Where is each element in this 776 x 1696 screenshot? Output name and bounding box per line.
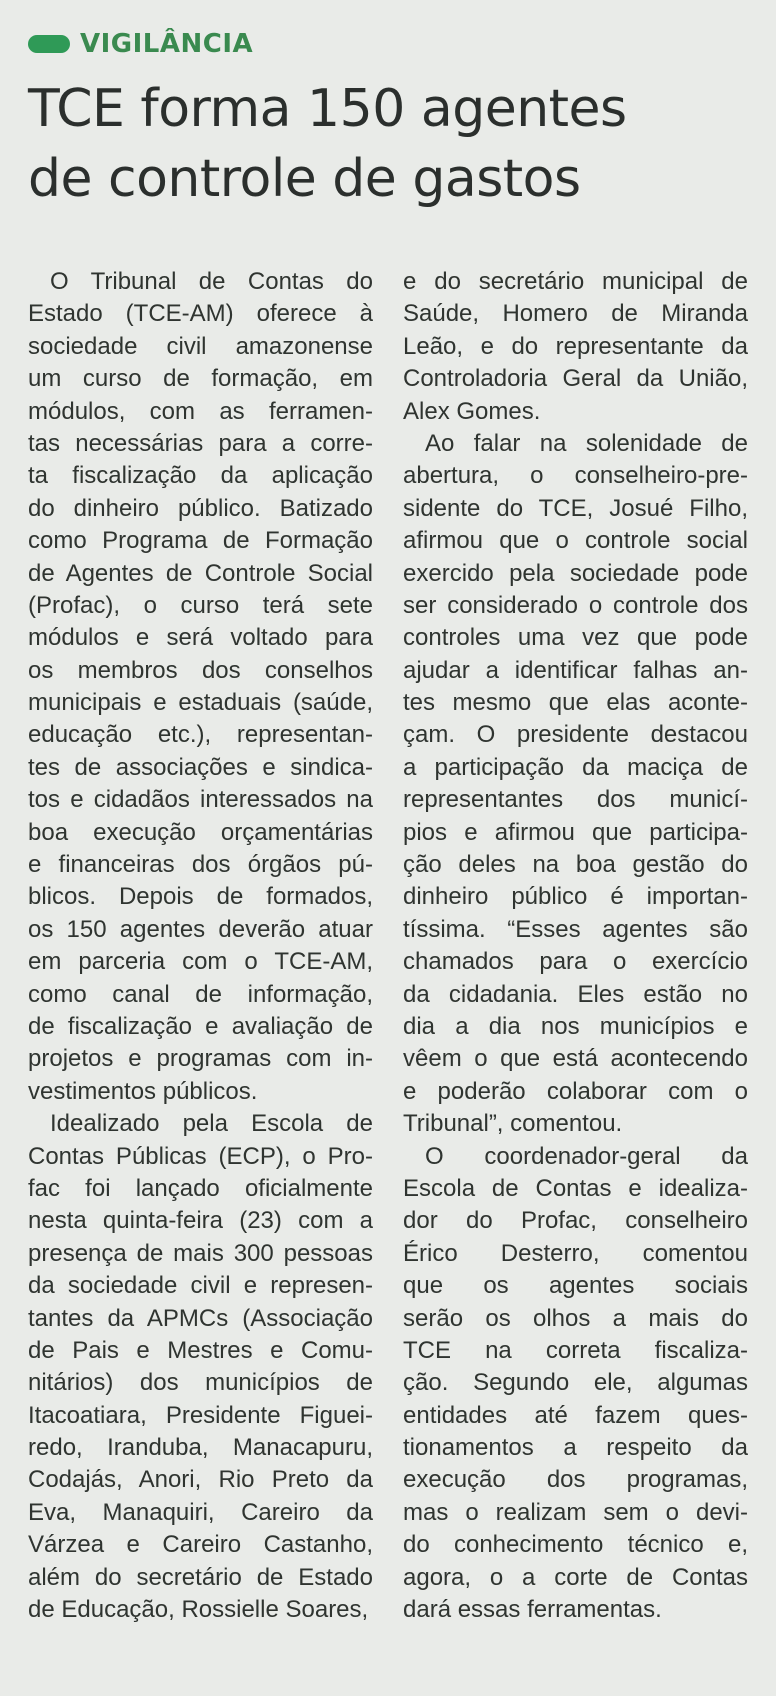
article-text-line: dia a dia nos municípios e: [403, 1012, 748, 1040]
article-text-line: boa execução orçamentárias: [28, 818, 373, 846]
article-text-line: de fiscalização e avaliação de: [28, 1012, 373, 1040]
article-text-line: Várzea e Careiro Castanho,: [28, 1531, 373, 1559]
article-text-line: O coordenador-geral da: [425, 1142, 748, 1170]
article-text-line: do dinheiro público. Batizado: [28, 494, 373, 522]
article-text-line: sociedade civil amazonense: [28, 332, 373, 360]
article-text-line: Eva, Manaquiri, Careiro da: [28, 1498, 373, 1526]
article-text-line: ção. Segundo ele, algumas: [403, 1369, 748, 1397]
section-marker-pill: [28, 35, 70, 53]
article-text-line: ajudar a identificar falhas an-: [403, 656, 748, 684]
article-text-line: tes de associações e sindica-: [28, 753, 373, 781]
article-text-line: módulos, com as ferramen-: [28, 397, 373, 425]
article-text-line: representantes dos municí-: [403, 786, 748, 814]
article-text-line: municipais e estaduais (saúde,: [28, 689, 373, 717]
article-text-line: tes mesmo que elas aconte-: [403, 689, 748, 717]
article-text-line: Estado (TCE-AM) oferece à: [28, 300, 373, 328]
article-text-line: como Programa de Formação: [28, 527, 373, 555]
article-text-line: Contas Públicas (ECP), o Pro-: [28, 1142, 373, 1170]
article-text-line: redo, Iranduba, Manacapuru,: [28, 1434, 373, 1462]
article-text-line: vêem o que está acontecendo: [403, 1045, 748, 1073]
article-text-line: como canal de informação,: [28, 980, 373, 1008]
article-text-line: tionamentos a respeito da: [403, 1434, 748, 1462]
article-text-line: dará essas ferramentas.: [403, 1596, 662, 1624]
article-text-line: sidente do TCE, Josué Filho,: [403, 494, 748, 522]
article-text-line: serão os olhos a mais do: [403, 1304, 748, 1332]
article-text-line: tantes da APMCs (Associação: [28, 1304, 373, 1332]
article-text-line: agora, o a corte de Contas: [403, 1563, 748, 1591]
article-text-line: (Profac), o curso terá sete: [28, 591, 373, 619]
article-text-line: Idealizado pela Escola de: [50, 1110, 373, 1138]
article-text-line: e poderão colaborar com o: [403, 1077, 748, 1105]
article-text-line: dinheiro público é importan-: [403, 883, 748, 911]
article-text-line: e do secretário municipal de: [403, 268, 748, 295]
headline-line-1: TCE forma 150 agentes: [28, 79, 627, 139]
article-text-line: chamados para o exercício: [403, 948, 748, 976]
article-text-line: O Tribunal de Contas do: [50, 268, 373, 295]
article-text-line: ção deles na boa gestão do: [403, 851, 748, 879]
article-text-line: mas o realizam sem o devi-: [403, 1498, 748, 1526]
section-kicker: [28, 24, 754, 64]
article-text-line: módulos e será voltado para: [28, 624, 373, 652]
article-text-line: entidades até fazem ques-: [403, 1401, 748, 1429]
article-text-line: tos e cidadãos interessados na: [28, 786, 373, 814]
article-text-line: tas necessárias para a corre-: [28, 429, 373, 457]
article-text-line: controles uma vez que pode: [403, 624, 748, 652]
article-text-line: tíssima. “Esses agentes são: [403, 915, 748, 943]
section-label: VIGILÂNCIA: [80, 29, 254, 59]
article-text-line: Érico Desterro, comentou: [403, 1239, 748, 1267]
article-text-line: de Educação, Rossielle Soares,: [28, 1596, 369, 1624]
article-text-line: pios e afirmou que participa-: [403, 818, 748, 846]
article-column-left: [28, 266, 373, 1626]
article-text-line: TCE na correta fiscaliza-: [403, 1336, 748, 1364]
article-text-line: Tribunal”, comentou.: [403, 1110, 623, 1138]
article-text-line: em parceria com o TCE-AM,: [28, 948, 373, 976]
article-text-line: Alex Gomes.: [403, 397, 541, 425]
article-text-line: abertura, o conselheiro-pre-: [403, 462, 748, 490]
article-text-line: Itacoatiara, Presidente Figuei-: [28, 1401, 373, 1429]
article-text-line: fac foi lançado oficialmente: [28, 1174, 373, 1202]
article-text-line: além do secretário de Estado: [28, 1563, 373, 1591]
article-text-line: vestimentos públicos.: [28, 1077, 258, 1105]
article-body: [28, 266, 754, 1626]
article-text-line: educação etc.), representan-: [28, 721, 373, 749]
article-text-line: Ao falar na solenidade de: [425, 429, 748, 457]
article-text-line: Escola de Contas e idealiza-: [403, 1174, 748, 1202]
article-text-line: Saúde, Homero de Miranda: [403, 300, 748, 328]
article-text-line: ser considerado o controle dos: [403, 591, 748, 619]
article-text-line: Leão, e do representante da: [403, 332, 748, 360]
article-text-line: de Pais e Mestres e Comu-: [28, 1336, 373, 1364]
article-text-line: ta fiscalização da aplicação: [28, 462, 373, 490]
article-text-line: projetos e programas com in-: [28, 1045, 373, 1073]
article-text-line: çam. O presidente destacou: [403, 721, 748, 749]
article-text-line: nesta quinta-feira (23) com a: [28, 1207, 373, 1235]
article-text-line: blicos. Depois de formados,: [28, 883, 373, 911]
article-text-line: Controladoria Geral da União,: [403, 365, 748, 393]
article-text-line: do conhecimento técnico e,: [403, 1531, 748, 1559]
article-text-line: a participação da maciça de: [403, 753, 748, 781]
article-text-line: nitários) dos municípios de: [28, 1369, 373, 1397]
article-text-line: execução dos programas,: [403, 1466, 748, 1494]
article-text-line: os membros dos conselhos: [28, 656, 373, 684]
article-text-line: dor do Profac, conselheiro: [403, 1207, 748, 1235]
article-text-line: exercido pela sociedade pode: [403, 559, 748, 587]
article-text-line: um curso de formação, em: [28, 365, 373, 393]
article-text-line: e financeiras dos órgãos pú-: [28, 851, 373, 879]
article-text-line: presença de mais 300 pessoas: [28, 1239, 373, 1267]
article-text-line: afirmou que o controle social: [403, 527, 748, 555]
article-column-right: [403, 266, 748, 1626]
article-text-line: de Agentes de Controle Social: [28, 559, 373, 587]
article-text-line: da cidadania. Eles estão no: [403, 980, 748, 1008]
headline-line-2: de controle de gastos: [28, 149, 581, 209]
article-text-line: que os agentes sociais: [403, 1272, 748, 1300]
article-text-line: os 150 agentes deverão atuar: [28, 915, 373, 943]
headline: [28, 74, 754, 214]
article-text-line: Codajás, Anori, Rio Preto da: [28, 1466, 373, 1494]
article-text-line: da sociedade civil e represen-: [28, 1272, 373, 1300]
